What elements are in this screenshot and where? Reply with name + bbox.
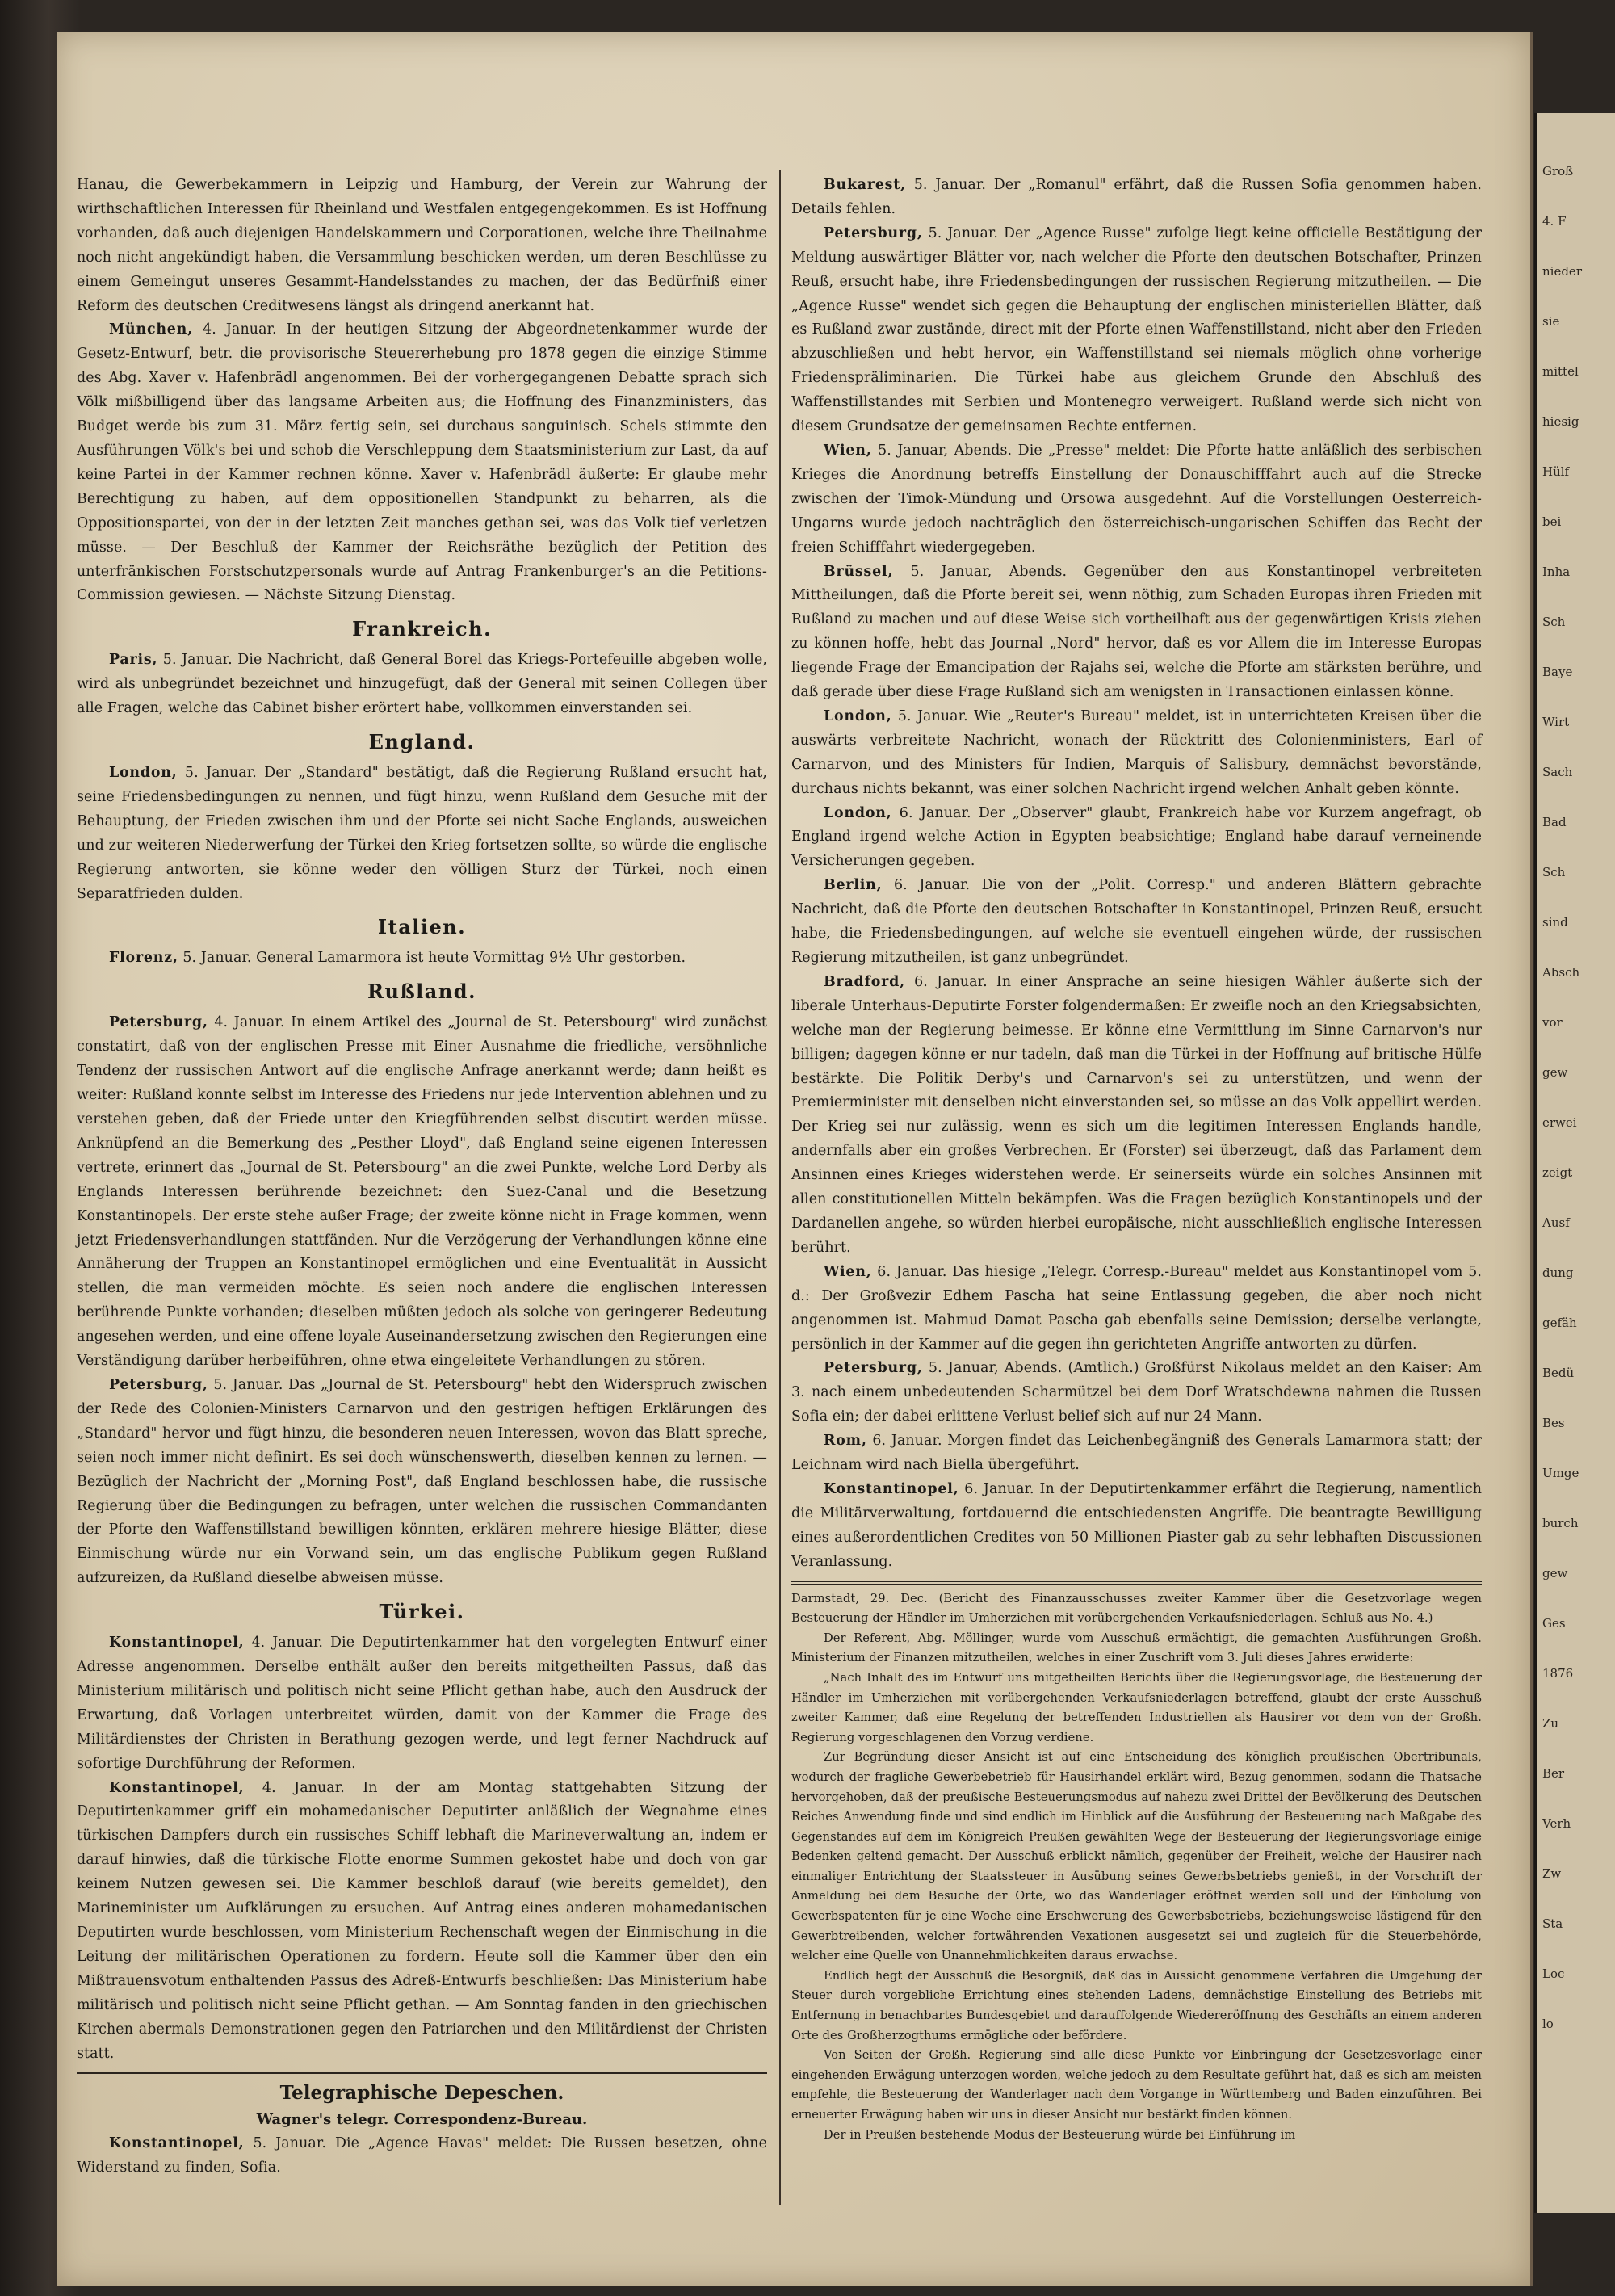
news-item-text: 6. Januar. Die von der „Polit. Corresp." und anderen Blättern gebrachte Nachricht, daß die Pforte den deutschen Botschafter in Konstantinopel, Prinzen Reuß, ersucht habe, die Friedensbedingungen, auf welche sie eventuell eingehen würde, der russischen Regierung mitzutheilen, ist ganz unbegründet. xyxy=(791,877,1482,966)
adjacent-page-fragment: Verh xyxy=(1542,1816,1571,1831)
dateline-place: Brüssel, xyxy=(824,563,894,580)
news-item xyxy=(791,560,1482,705)
dateline-place: Petersburg, xyxy=(109,1376,208,1393)
adjacent-page-fragment: Umge xyxy=(1542,1466,1579,1480)
horizontal-rule xyxy=(791,1581,1482,1585)
adjacent-page-fragment: 1876 xyxy=(1542,1666,1574,1681)
news-item-text: 5. Januar. Der „Agence Russe" zufolge liegt keine officielle Bestätigung der Meldung auswärtiger Blätter vor, nach welcher die Pforte den deutschen Botschafter, Prinzen Reuß, ersucht habe, ihre Friedensbedingungen der russischen Regierung mitzutheilen. — Die „Agence Russe" wendet sich gegen die Behauptung der englischen ministeriellen Blätter, daß es Rußland zwar zustände, direct mit der Pforte einen Waffenstillstand, nicht aber den Frieden abzuschließen und hebt hervor, ein Waffenstillstand sei niemals möglich ohne vorherige Friedenspräliminarien. Die Türkei habe aus gleichem Grunde den Abschluß des Waffenstillstandes mit Serbien und Montenegro verweigert. Rußland werde sich nicht von diesem Grundsatze der gemeinsamen Rechte entfernen. xyxy=(791,225,1482,435)
adjacent-page-fragment: lo xyxy=(1542,2017,1554,2031)
news-item-text: 4. Januar. Die Deputirtenkammer hat den vorgelegten Entwurf einer Adresse angenommen. Derselbe enthält außer den bereits mitgetheilten Passus, daß das Ministerium militärisch und politisch nicht seine Pflicht gethan habe, auch den Ausdruck der Erwartung, daß Vorlagen unterbreitet würden, damit von der Kammer die Frage des Militärdienstes der Christen in Berathung gezogen werde, und legt ferner Nachdruck auf sofortige Durchführung der Reformen. xyxy=(77,1635,767,1772)
adjacent-page-fragment: Sta xyxy=(1542,1916,1563,1931)
news-item xyxy=(791,705,1482,802)
adjacent-page-fragment: bei xyxy=(1542,514,1562,529)
news-item-text: 5. Januar. Das „Journal de St. Petersbourg" hebt den Widerspruch zwischen der Rede des Colonien-Ministers Carnarvon und den gestrigen heftigen Erklärungen des „Standard" hervor und fügt hinzu, die besonderen neuen Interessen, wovon das Blatt spreche, seien noch immer nicht definirt. Es sei doch wünschenswerth, dieselben kennen zu lernen. — Bezüglich der Nachricht der „Morning Post", daß England beschlossen habe, die russische Regierung über die Bedingungen zu befragen, unter welchen die russischen Commandanten der Pforte den Waffenstillstand bewilligen könnten, erklären mehrere hiesige Blätter, diese Einmischung würde nur ein Vorwand sein, um das englische Publikum gegen Rußland aufzureizen, da Rußland dieselbe abweisen müsse. xyxy=(77,1376,767,1587)
adjacent-page-fragment: hiesig xyxy=(1542,414,1579,429)
telegraph-subheading: Wagner's telegr. Correspondenz-Bureau. xyxy=(256,2111,588,2129)
news-item-text: 5. Januar. Die Nachricht, daß General Borel das Kriegs-Portefeuille abgeben wolle, wird als unbegründet bezeichnet und hinzugefügt, daß der General mit seinen Collegen über alle Fragen, welche das Cabinet bisher erörtert habe, vollkommen einverstanden sei. xyxy=(77,652,767,717)
adjacent-page-fragment: gew xyxy=(1542,1566,1568,1580)
adjacent-page-fragment: Ber xyxy=(1542,1766,1565,1781)
dateline-place: Bukarest, xyxy=(824,177,906,193)
dateline-place: Petersburg, xyxy=(824,225,923,241)
news-item-text: 5. Januar, Abends. (Amtlich.) Großfürst Nikolaus meldet an den Kaiser: Am 3. nach einem unbedeutenden Scharmützel bei dem Dorf Wratschdewna nahmen die Russen Sofia ein; der dabei erlittene Verlust belief sich auf nur 24 Mann. xyxy=(791,1360,1482,1425)
adjacent-page-fragment: nieder xyxy=(1542,264,1582,279)
news-item xyxy=(791,802,1482,875)
news-item-text: 5. Januar. Der „Standard" bestätigt, daß die Regierung Rußland ersucht hat, seine Friedensbedingungen zu nennen, und fügt hinzu, wenn Rußland dem Gesuche mit der Behauptung, der Frieden zwischen ihm und der Pforte sei nicht Sache Englands, ausweichen und zur weiteren Niederwerfung der Türkei den Krieg fortsetzen sollte, so würde die englische Regierung antworten, sie könne weder den völligen Sturz der Türkei, noch einen Separatfrieden dulden. xyxy=(77,765,767,902)
news-item-text: 5. Januar. General Lamarmora ist heute Vormittag 9½ Uhr gestorben. xyxy=(178,950,686,967)
news-item xyxy=(77,762,767,906)
news-item xyxy=(791,1478,1482,1575)
news-item xyxy=(791,174,1482,222)
section-heading: Rußland. xyxy=(367,980,476,1004)
news-item-text: 6. Januar. Das hiesige „Telegr. Corresp.-Bureau" meldet aus Konstantinopel vom 5. d.: Der Großvezir Edhem Pascha hat seine Entlassung gegeben, die aber noch nicht angenommen ist. Mahmud Damat Pascha gab ebenfalls seine Demission; derselbe verlangte, persönlich in der Kammer auf die gegen ihn gerichteten Angriffe antworten zu dürfen. xyxy=(791,1263,1482,1353)
news-item xyxy=(791,1357,1482,1429)
column-divider xyxy=(779,170,781,2205)
news-item-text: 5. Januar, Abends. Die „Presse" meldet: Die Pforte hatte anläßlich des serbischen Krieges die Anordnung betreffs Einstellung der Donauschifffahrt auch auf die Strecke zwischen der Timok-Mündung und Orsowa ausgedehnt. Auf die Vorstellungen Oesterreich-Ungarns wurde jedoch nachträglich den österreichisch-ungarischen Schiffen das Recht der freien Schifffahrt wiedergegeben. xyxy=(791,442,1482,556)
dateline-place: London, xyxy=(109,765,178,782)
report-paragraph: Der in Preußen bestehende Modus der Besteuerung würde bei Einführung im xyxy=(824,2127,1296,2142)
news-item xyxy=(77,1374,767,1591)
dateline-place: Konstantinopel, xyxy=(109,1779,245,1796)
adjacent-page-fragment: burch xyxy=(1542,1516,1579,1530)
adjacent-page-fragment: vor xyxy=(1542,1015,1563,1030)
adjacent-page-fragment: gew xyxy=(1542,1065,1568,1080)
adjacent-page-fragment: Absch xyxy=(1542,965,1580,980)
dateline-place: Bradford, xyxy=(824,973,905,990)
section-heading: Italien. xyxy=(377,915,467,939)
adjacent-page-fragment: Hülf xyxy=(1542,464,1570,479)
dateline-place: Petersburg, xyxy=(109,1014,208,1031)
news-item-text: 4. Januar. In einem Artikel des „Journal de St. Petersbourg" wird zunächst constatirt, daß von der englischen Presse mit Einer Ausnahme die friedliche, versöhnliche Tendenz der russischen Antwort auf die englische Anfrage anerkannt werde; dann heißt es weiter: Rußland konnte selbst im Interesse des Friedens nur jede Intervention ablehnen und zu verstehen geben, daß der Friede unter den Kriegführenden selbst discutirt werden müsse. Anknüpfend an die Bemerkung des „Pesther Lloyd", daß England seine eigenen Interessen vertrete, erinnert das „Journal de St. Petersbourg" an die zwei Punkte, welche Lord Derby als Englands Interessen berührende bezeichnet: den Suez-Canal und die Besetzung Konstantinopels. Der erste stehe außer Frage; der zweite könne nicht in Frage kommen, wenn jetzt Friedensverhandlungen stattfänden. Nur die Verzögerung der Verhandlungen könne eine Annäherung der Truppen an Konstantinopel ermöglichen und eine Eventualität in Aussicht stellen, die man vermeiden möchte. Es seien noch andere die englischen Interessen berührende Punkte vorhanden; dieselben müßten jedoch als solche von geringerer Bedeutung angesehen werden, und eine offene loyale Auseinandersetzung zwischen den Regierungen eine Verständigung darüber herbeiführen, ohne etwa eingeleitete Verhandlungen zu stören. xyxy=(77,1014,767,1370)
news-item xyxy=(77,947,767,971)
dateline-place: München, xyxy=(109,321,193,338)
dateline-place: Konstantinopel, xyxy=(109,2135,245,2152)
adjacent-page-fragment: Loc xyxy=(1542,1967,1565,1981)
adjacent-page-fragment: sie xyxy=(1542,314,1560,329)
news-item xyxy=(791,1261,1482,1358)
adjacent-page-fragment: gefäh xyxy=(1542,1316,1577,1330)
dateline-place: Berlin, xyxy=(824,877,883,894)
adjacent-page-fragment: mittel xyxy=(1542,364,1579,379)
report-paragraph: Von Seiten der Großh. Regierung sind alle diese Punkte vor Einbringung der Gesetzesvorlage einer eingehenden Erwägung unterzogen worden, welche jedoch zu dem Resultate geführt hat, daß es sich am meisten empfehle, die Besteuerung der Wanderlager nach dem Vorgange in Württemberg und Baden einzuführen. Bei erneuerter Erwägung haben wir uns in dieser Ansicht nur bestärkt finden können. xyxy=(791,2048,1482,2122)
news-item-text: 6. Januar. Der „Observer" glaubt, Frankreich habe vor Kurzem angefragt, ob England irgend welche Action in Egypten beabsichtige; England habe darauf verneinende Versicherungen gegeben. xyxy=(791,804,1482,870)
news-item xyxy=(77,1631,767,1776)
adjacent-page-fragment: Sch xyxy=(1542,615,1566,629)
horizontal-rule xyxy=(77,2072,767,2074)
adjacent-page-text xyxy=(1542,162,1607,2064)
news-item xyxy=(77,1777,767,2067)
adjacent-page-fragment: Sach xyxy=(1542,765,1573,779)
adjacent-page-fragment: Bes xyxy=(1542,1416,1565,1430)
news-item xyxy=(77,2132,767,2181)
adjacent-page-fragment: Groß xyxy=(1542,164,1574,178)
dateline-place: London, xyxy=(824,804,892,821)
report-paragraph: „Nach Inhalt des im Entwurf uns mitgetheilten Berichts über die Regierungsvorlage, die Besteuerung der Händler im Umherziehen mit vorübergehenden Verkaufsniederlagen betreffend, glaubt der erste Ausschuß zweiter Kammer, daß eine Regelung der betreffenden Industriellen als Hausirer vor dem von der Großh. Regierung vorgeschlagenen den Vorzug verdiene. xyxy=(791,1670,1482,1744)
section-heading: England. xyxy=(368,730,476,754)
adjacent-page-fragment: Baye xyxy=(1542,665,1573,679)
committee-report xyxy=(791,1589,1482,2146)
news-item-text: 4. Januar. In der heutigen Sitzung der Abgeordnetenkammer wurde der Gesetz-Entwurf, betr. die provisorische Steuererhebung pro 1878 gegen die einzige Stimme des Abg. Xaver v. Hafenbrädl angenommen. Bei der vorhergegangenen Debatte sprach sich Völk mißbilligend über das langsame Arbeiten aus; die Hoffnung des Finanzministers, das Budget werde bis zum 31. März fertig sein, sei durchaus sanguinisch. Schels stimmte den Ausführungen Völk's bei und schob die Verschleppung dem Staatsministerium zur Last, da auf keine Partei in der Kammer rechnen könne. Xaver v. Hafenbrädl äußerte: Er glaube mehr Berechtigung zu haben, auf dem oppositionellen Standpunkt zu beharren, als die Oppositionspartei, von der in der letzten Zeit manches gethan sei, was das Volk tief verletzen müsse. — Der Beschluß der Kammer der Reichsräthe bezüglich der Petition des unterfränkischen Forstschutzpersonals wurde auf Antrag Frankenburger's an die Petitions-Commission gewiesen. — Nächste Sitzung Dienstag. xyxy=(77,321,767,604)
adjacent-page-fragment: Zu xyxy=(1542,1716,1559,1731)
news-item-text: 5. Januar. Der „Romanul" erfährt, daß die Russen Sofia genommen haben. Details fehlen. xyxy=(791,177,1482,217)
news-item xyxy=(791,874,1482,971)
dateline-place: Petersburg, xyxy=(824,1360,923,1377)
telegraph-heading: Telegraphische Depeschen. xyxy=(279,2082,564,2105)
adjacent-page-fragment: Zw xyxy=(1542,1866,1562,1881)
adjacent-page-fragment: Ausf xyxy=(1542,1215,1570,1230)
news-item-text: 5. Januar, Abends. Gegenüber den aus Konstantinopel verbreiteten Mittheilungen, daß die Pforte bereit sei, wenn nöthig, zum Schaden Europas ihren Frieden mit Rußland zu machen und auf diese Weise sich vortheilhaft aus der gegenwärtigen Krisis ziehen zu können hoffe, hebt das Journal „Nord" hervor, daß es vor Allem die im Interesse Europas liegende Frage der Emancipation der Rajahs sei, welche die Pforte am stärksten berühre, und daß gerade über diese Frage Rußland sich am wenigsten in Transactionen einlassen könne. xyxy=(791,563,1482,701)
adjacent-page-fragment: Ges xyxy=(1542,1616,1566,1631)
dateline-place: Florenz, xyxy=(109,950,178,967)
section-heading: Türkei. xyxy=(379,1600,465,1624)
report-paragraph: Zur Begründung dieser Ansicht ist auf eine Entscheidung des königlich preußischen Obertribunals, wodurch der fragliche Gewerbebetrieb für Hausirhandel erklärt wird, Bezug genommen, sodann die Thatsache hervorgehoben, daß der preußische Besteuerungsmodus auf nahezu zwei Drittel der Bevölkerung des Deutschen Reiches Anwendung finde und sind endlich im Hinblick auf die Ausführung der Besteuerung nach Maßgabe des Gegenstandes auf dem im Königreich Preußen gewählten Wege der Besteuerung der Regierungsvorlage einige Bedenken geltend gemacht. Der Ausschuß erblickt nämlich, gegenüber der Freiheit, welche der Hausirer nach einmaliger Entrichtung der Staatssteuer in Ausübung seines Gewerbsbetriebs genießt, in der Vorschrift der Anmeldung bei dem Besuche der Orte, wo das Wanderlager eröffnet werden soll und der Einholung von Gewerbspatenten für je eine Woche eine Erschwerung des Gewerbsbetriebs, beziehungsweise lästigend für den Gewerbtreibenden, welcher fortwährenden Vexationen ausgesetzt sei und zugleich für die Steuerbehörde, welcher eine Quelle von Unannehmlichkeiten daraus erwachse. xyxy=(791,1750,1482,1963)
news-item xyxy=(791,971,1482,1261)
dateline-place: London, xyxy=(824,707,892,724)
news-item-text: 6. Januar. In der Deputirtenkammer erfährt die Regierung, namentlich die Militärverwaltung, fortdauernd die entschiedensten Angriffe. Die beantragte Bewilligung eines außerordentlichen Credites von 50 Millionen Piaster gab zu sehr lebhaften Discussionen Veranlassung. xyxy=(791,1480,1482,1570)
right-column xyxy=(791,174,1482,2145)
report-paragraph: Darmstadt, 29. Dec. (Bericht des Finanzausschusses zweiter Kammer über die Gesetzvorlage wegen Besteuerung der Händler im Umherziehen mit vorübergehenden Verkaufsniederlagen. Schluß aus No. 4.) xyxy=(791,1591,1482,1626)
adjacent-page-fragment: Inha xyxy=(1542,565,1571,579)
news-item-text: 4. Januar. In der am Montag stattgehabten Sitzung der Deputirtenkammer griff ein mohamedanischer Deputirter anläßlich der Wegnahme eines türkischen Dampfers durch ein russisches Schiff lebhaft die Marineverwaltung an, indem er darauf hinwies, daß die türkische Flotte enorme Summen gekostet habe und doch von gar keinem Nutzen gewesen sei. Die Kammer beschloß darauf (wie bereits gemeldet), den Marineminister um Aufklärungen zu ersuchen. Auf Antrag eines anderen mohamedanischen Deputirten wurde beschlossen, vom Ministerium Rechenschaft wegen der Einmischung in die Leitung der militärischen Operationen zu fordern. Heute soll die Kammer über den ein Mißtrauensvotum enthaltenden Passus des Adreß-Entwurfs beschließen: Das Ministerium habe militärisch und politisch nicht seine Pflicht gethan. — Am Sonntag fanden in den griechischen Kirchen abermals Demonstrationen gegen den Patriarchen und den Militärdienst der Christen statt. xyxy=(77,1779,767,2062)
dateline-place: Konstantinopel, xyxy=(824,1480,959,1497)
adjacent-page-fragment: Wirt xyxy=(1542,715,1570,729)
adjacent-page-fragment: erwei xyxy=(1542,1115,1577,1130)
adjacent-page-fragment: Sch xyxy=(1542,865,1566,879)
news-item xyxy=(791,439,1482,560)
adjacent-page-fragment: sind xyxy=(1542,915,1568,930)
left-column xyxy=(77,174,767,2181)
news-item xyxy=(791,222,1482,439)
news-item xyxy=(77,318,767,608)
adjacent-page-fragment: Bad xyxy=(1542,815,1567,829)
news-item-text: 6. Januar. Morgen findet das Leichenbegängniß des Generals Lamarmora statt; der Leichnam wird nach Biella übergeführt. xyxy=(791,1433,1482,1474)
news-item xyxy=(77,1011,767,1374)
news-item-text: 6. Januar. In einer Ansprache an seine hiesigen Wähler äußerte sich der liberale Unterhaus-Deputirte Forster folgendermaßen: Er zweifle noch an den Kriegsabsichten, welche man der Regierung beimesse. Er könne eine Vermittlung im Sinne Carnarvon's nur billigen; dagegen könne er nur tadeln, daß man die Türkei in der Hoffnung auf britische Hülfe bestärkte. Die Politik Derby's und Carnarvon's sei zu unterstützen, und wenn der Premierminister mit denselben nicht einverstanden sei, so müsse an das Volk appellirt werden. Der Krieg sei nur zulässig, wenn es sich um die legitimen Interessen Englands handle, andernfalls aber ein großes Verbrechen. Er (Forster) sei überzeugt, daß das Parlament dem Ansinnen eines Krieges widerstehen werde. Er seinerseits würde ein solches Ansinnen mit allen constitutionellen Mitteln bekämpfen. Was die Fragen bezüglich Konstantinopels und der Dardanellen angehe, so würden hierbei europäische, nicht ausschließlich englische Interessen berührt. xyxy=(791,973,1482,1256)
dateline-place: Rom, xyxy=(824,1433,867,1450)
adjacent-page-fragment: zeigt xyxy=(1542,1165,1573,1180)
adjacent-page-fragment: dung xyxy=(1542,1266,1574,1280)
news-item-text: 5. Januar. Die „Agence Havas" meldet: Die Russen besetzen, ohne Widerstand zu finden, Sofia. xyxy=(77,2135,767,2176)
report-paragraph: Der Referent, Abg. Möllinger, wurde vom Ausschuß ermächtigt, die gemachten Ausführungen Großh. Ministerium der Finanzen mitzutheilen, welches in einer Zuschrift vom 3. Juli dieses Jahres erwiderte: xyxy=(791,1631,1482,1665)
news-item xyxy=(791,1429,1482,1478)
article-paragraph: Hanau, die Gewerbekammern in Leipzig und Hamburg, der Verein zur Wahrung der wirthschaftlichen Interessen für Rheinland und Westfalen entgegengekommen. Es ist Hoffnung vorhanden, daß auch diejenigen Handelskammern und Corporationen, welche ihre Theilnahme noch nicht angekündigt haben, die Versammlung beschicken werden, um deren Beschlüsse zu einem Gemeingut unseres Gesammt-Handelsstandes zu machen, der das Bedürfniß einer Reform des deutschen Creditwesens längst als dringend anerkannt hat. xyxy=(77,177,767,314)
section-heading: Frankreich. xyxy=(352,617,492,641)
adjacent-page-fragment: 4. F xyxy=(1542,214,1567,229)
news-item-text: 5. Januar. Wie „Reuter's Bureau" meldet, ist in unterrichteten Kreisen über die auswärts verbreitete Nachricht, wonach der Rücktritt des Colonienministers, Earl of Carnarvon, und des Ministers für Indien, Marquis of Salisbury, demnächst bevorstände, durchaus nichts bekannt, was einer solchen Nachricht irgend welchen Anhalt geben könnte. xyxy=(791,707,1482,797)
adjacent-page-fragment: Bedü xyxy=(1542,1366,1575,1380)
dateline-place: Paris, xyxy=(109,652,158,669)
dateline-place: Wien, xyxy=(824,1263,872,1280)
report-paragraph: Endlich hegt der Ausschuß die Besorgniß, daß das in Aussicht genommene Verfahren die Umgehung der Steuer durch vorgebliche Errichtung eines stehenden Ladens, demnächstige Einstellung des Betriebs mit Entfernung in benachbartes Bundesgebiet und darauffolgende Wiedereröffnung des Geschäfts an einem anderen Orte des Großherzogthums ermögliche oder befördere. xyxy=(791,1968,1482,2042)
news-item xyxy=(77,649,767,721)
dateline-place: Wien, xyxy=(824,442,872,459)
dateline-place: Konstantinopel, xyxy=(109,1635,245,1652)
